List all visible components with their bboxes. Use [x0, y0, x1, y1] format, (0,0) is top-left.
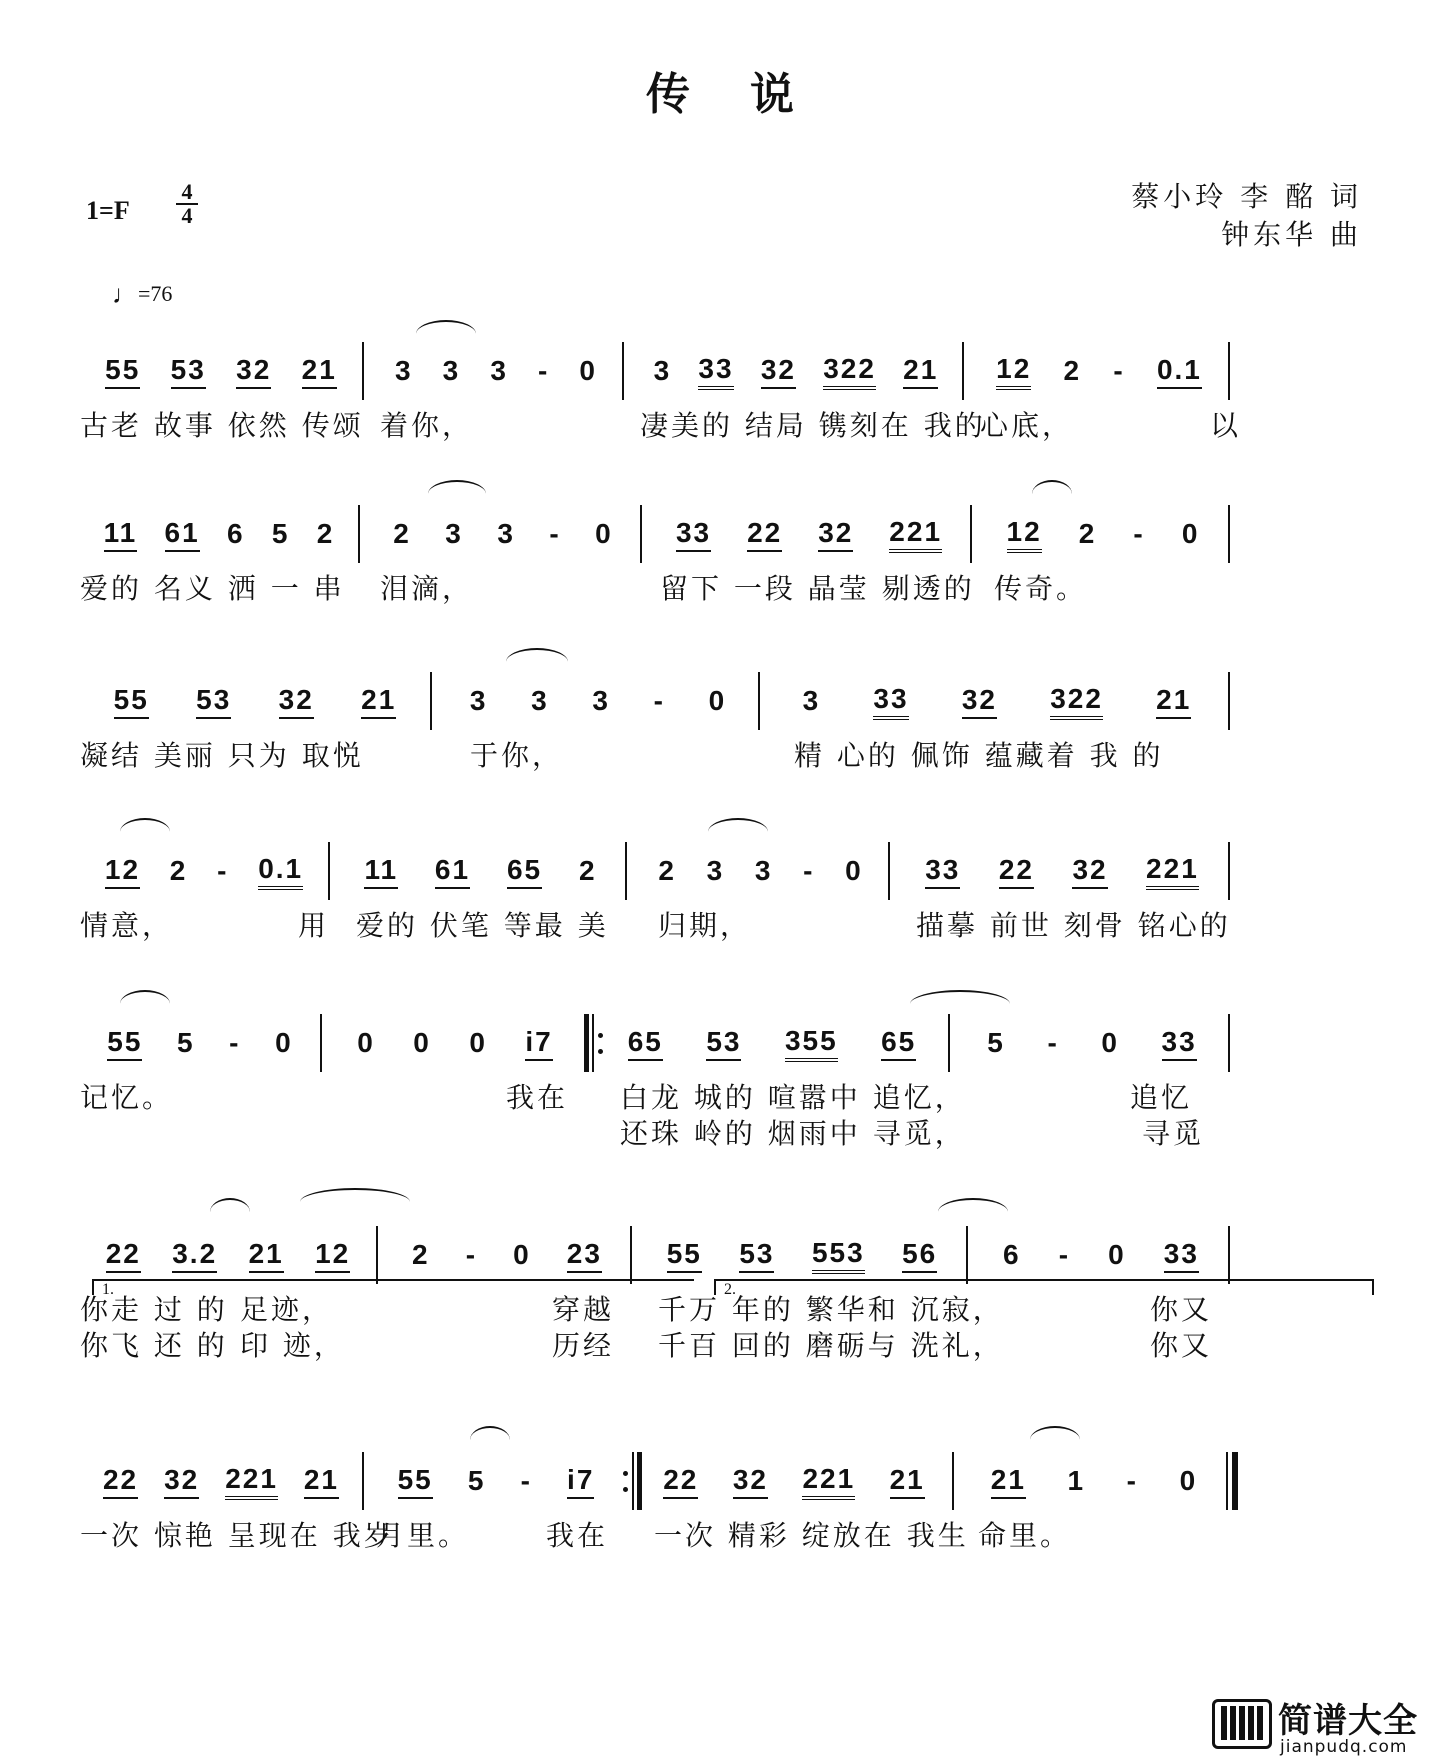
note-group: 0	[708, 685, 727, 716]
barline	[376, 1226, 378, 1284]
lyric-segment: 传奇。	[994, 572, 1088, 605]
page-title: 传说	[646, 69, 854, 120]
measure	[636, 1452, 952, 1510]
notation-line	[80, 342, 1380, 402]
slur-arc	[506, 648, 568, 662]
lyric-segment: 你走 过 的	[80, 1293, 228, 1326]
measure	[80, 1452, 362, 1510]
barline	[362, 1452, 364, 1510]
slur-arc	[120, 818, 170, 832]
notation-line	[80, 1226, 1380, 1286]
logo-url: jianpudq.com	[1280, 1737, 1408, 1757]
note-group: 2	[316, 518, 335, 549]
notation-line	[80, 505, 1380, 565]
lyric-segment: 穿越	[552, 1293, 615, 1326]
barline	[1228, 1014, 1230, 1072]
measure	[630, 342, 962, 400]
meter-top: 4	[181, 179, 193, 204]
piano-icon	[1212, 1699, 1272, 1749]
note-group: 33	[873, 683, 908, 720]
note-group: -	[653, 685, 665, 716]
lyric-segment: 记忆。	[80, 1081, 174, 1114]
note-group: 21	[1156, 684, 1191, 719]
note-group: 21	[302, 354, 337, 389]
note-group: 55	[105, 354, 140, 389]
lyrics-line	[80, 567, 1380, 605]
note-group: 0	[1181, 518, 1200, 549]
lyric-segment: 你又	[1150, 1329, 1213, 1362]
note-group: 55	[114, 684, 149, 719]
note-group: 5	[271, 518, 290, 549]
note-group: 2	[578, 855, 597, 886]
measure	[638, 1226, 966, 1284]
note-group: 5	[177, 1027, 195, 1058]
note-group: 21	[361, 684, 396, 719]
lyrics-line-verse-2	[80, 1112, 1380, 1150]
note-group: 53	[739, 1238, 774, 1273]
barline	[625, 842, 627, 900]
note-group: i7	[525, 1026, 552, 1061]
note-group: 2	[658, 855, 676, 886]
note-group: 12	[315, 1238, 350, 1273]
barline	[1228, 342, 1230, 400]
note-group: 0.1	[258, 853, 303, 890]
slur-arc	[938, 1198, 1008, 1212]
logo-text: 简谱大全	[1278, 1701, 1418, 1741]
note-group: 3	[445, 518, 463, 549]
lyric-segment: 爱的 伏笔 等最 美	[356, 909, 609, 942]
notation-line	[80, 672, 1380, 732]
note-group: 53	[196, 684, 231, 719]
note-group: 355	[785, 1025, 838, 1062]
lyricist-credit: 蔡小玲 李 酩 词	[1131, 180, 1362, 213]
lyrics-line	[80, 904, 1380, 942]
slur-arc	[210, 1198, 250, 1212]
note-group: -	[549, 518, 561, 549]
lyric-segment: 凄美的 结局 镌刻在 我的	[640, 409, 986, 442]
note-group: 11	[364, 854, 398, 889]
measure	[766, 672, 1228, 730]
lyric-segment: 情意，	[80, 909, 174, 942]
note-group: 0	[469, 1027, 487, 1058]
note-group: 32	[962, 684, 997, 719]
measure	[336, 842, 625, 900]
note-group: 0	[1179, 1465, 1198, 1496]
note-group: 221	[889, 516, 942, 553]
note-group: 61	[435, 854, 470, 889]
note-group: 32	[279, 684, 314, 719]
barline	[948, 1014, 950, 1072]
note-group: 12	[996, 353, 1031, 390]
note-group: 55	[107, 1026, 142, 1061]
note-group: 53	[706, 1026, 741, 1061]
lyric-segment: 你又	[1150, 1293, 1213, 1326]
lyric-segment: 足迹，	[240, 1293, 334, 1326]
lyric-segment: 月里。	[376, 1519, 470, 1552]
note-group: 33	[676, 517, 711, 552]
note-group: 23	[567, 1238, 602, 1273]
measure	[384, 1226, 630, 1284]
lyric-segment: 爱的 名义 洒 一 串	[80, 572, 345, 605]
note-group: 221	[1146, 853, 1199, 890]
note-group: -	[217, 855, 229, 886]
lyric-segment: 历经	[552, 1329, 615, 1362]
note-group: 22	[747, 517, 782, 552]
note-group: 0	[357, 1027, 375, 1058]
note-group: 2	[412, 1239, 430, 1270]
note-group: -	[1058, 1239, 1071, 1270]
lyric-segment: 古老 故事 依然 传颂	[80, 409, 364, 442]
volta-second-ending: 2.	[714, 1279, 1374, 1295]
measure	[960, 1452, 1228, 1510]
note-group: 3	[497, 518, 515, 549]
barline	[358, 505, 360, 563]
lyric-segment: 白龙 城的 喧嚣中 追忆，	[620, 1081, 966, 1114]
note-group: 553	[812, 1237, 865, 1274]
measure	[974, 1226, 1228, 1284]
note-group: -	[803, 855, 815, 886]
note-group: 0	[275, 1027, 293, 1058]
note-group: 3	[469, 685, 488, 716]
lyric-segment: 命里。	[978, 1519, 1072, 1552]
note-group: i7	[567, 1464, 594, 1499]
note-group: 0	[1108, 1239, 1126, 1270]
note-group: 2	[1063, 355, 1082, 386]
lyric-segment: 一次 精彩 绽放在 我生	[654, 1519, 969, 1552]
key-signature: 1=F	[86, 196, 130, 225]
measure	[80, 1014, 320, 1072]
note-group: 3	[653, 355, 672, 386]
lyric-segment: 精 心的 佩饰 蕴藏着 我 的	[794, 739, 1164, 772]
lyric-segment: 凝结 美丽 只为 取悦	[80, 739, 364, 772]
note-group: -	[1126, 1465, 1138, 1496]
notation-line	[80, 842, 1380, 902]
note-group: 65	[507, 854, 542, 889]
note-group: -	[1047, 1027, 1059, 1058]
credits	[1131, 178, 1362, 254]
note-group: 2	[169, 855, 188, 886]
note-group: 3	[754, 855, 773, 886]
lyrics-line	[80, 404, 1380, 442]
barline	[362, 342, 364, 400]
note-group: 32	[761, 354, 796, 389]
note-group: 21	[903, 354, 938, 389]
measure	[596, 1014, 948, 1072]
note-group: 0.1	[1157, 354, 1202, 389]
lyric-segment: 归期，	[658, 909, 752, 942]
barline	[758, 672, 760, 730]
measure	[366, 505, 640, 563]
note-group: 0	[579, 355, 597, 386]
barline	[1228, 672, 1230, 730]
note-group: 33	[1162, 1026, 1197, 1061]
note-group: 2	[1078, 518, 1097, 549]
repeat-end-barline	[626, 1452, 642, 1510]
note-group: 0	[513, 1239, 531, 1270]
note-group: -	[1113, 355, 1125, 386]
note-group: 0	[845, 855, 863, 886]
note-group: 322	[823, 353, 876, 390]
lyric-segment: 寻觅	[1142, 1117, 1205, 1150]
note-group: 22	[103, 1464, 138, 1499]
note-group: 65	[881, 1026, 916, 1061]
slur-arc	[1032, 480, 1072, 494]
note-group: 32	[164, 1464, 199, 1499]
note-group: 22	[106, 1238, 141, 1273]
slur-arc	[416, 320, 476, 334]
note-group: 21	[304, 1464, 339, 1499]
lyric-segment: 千万 年的 繁华和 沉寂，	[658, 1293, 1004, 1326]
note-group: 0	[595, 518, 613, 549]
note-group: 3	[706, 855, 725, 886]
note-group: 21	[991, 1464, 1026, 1499]
measure	[80, 1226, 376, 1284]
lyric-segment: 你飞 还 的	[80, 1329, 228, 1362]
note-group: 12	[105, 854, 140, 889]
lyric-segment: 描摹 前世 刻骨 铭心的	[916, 909, 1231, 942]
measure	[896, 842, 1228, 900]
site-logo[interactable]	[1212, 1693, 1432, 1759]
note-group: -	[1133, 518, 1145, 549]
note-group: 55	[667, 1238, 702, 1273]
note-group: 53	[171, 354, 206, 389]
barline	[966, 1226, 968, 1284]
barline	[888, 842, 890, 900]
note-group: 3	[531, 685, 549, 716]
composer-credit: 钟东华 曲	[1221, 218, 1362, 251]
note-group: 32	[818, 517, 853, 552]
lyric-segment: 着你，	[380, 409, 474, 442]
slur-arc	[300, 1188, 410, 1202]
slur-arc	[120, 990, 170, 1004]
volta-first-ending: 1.	[92, 1279, 694, 1295]
note-group: 3	[592, 685, 610, 716]
note-group: 21	[249, 1238, 284, 1273]
note-group: 32	[1072, 854, 1107, 889]
slur-arc	[708, 818, 768, 832]
note-group: 5	[987, 1027, 1005, 1058]
barline	[952, 1452, 954, 1510]
note-group: 32	[733, 1464, 768, 1499]
note-group: 55	[398, 1464, 433, 1499]
lyric-segment: 印 迹，	[240, 1329, 345, 1362]
lyric-segment: 泪滴，	[380, 572, 474, 605]
note-group: 1	[1067, 1465, 1086, 1496]
measure	[80, 505, 358, 563]
barline	[1228, 1226, 1230, 1284]
barline	[640, 505, 642, 563]
measure	[956, 1014, 1228, 1072]
lyric-segment: 我在	[506, 1081, 569, 1114]
slur-arc	[1030, 1426, 1080, 1440]
measure	[633, 842, 888, 900]
measure	[978, 505, 1228, 563]
lyric-segment: 还珠 岭的 烟雨中 寻觅，	[620, 1117, 966, 1150]
note-group: 6	[1003, 1239, 1021, 1270]
tempo-marking	[112, 280, 172, 310]
note-group: 0	[413, 1027, 431, 1058]
barline	[320, 1014, 322, 1072]
time-signature	[176, 179, 198, 228]
note-group: 61	[165, 517, 200, 552]
measure	[970, 342, 1228, 400]
note-group: 32	[236, 354, 271, 389]
note-group: 3	[802, 685, 821, 716]
lyric-segment: 以	[1210, 409, 1242, 442]
slur-arc	[470, 1426, 510, 1440]
lyric-segment: 千百 回的 磨砺与 洗礼，	[658, 1329, 1004, 1362]
note-group: 33	[925, 854, 960, 889]
note-group: 3	[395, 355, 413, 386]
note-group: 3	[490, 355, 508, 386]
barline	[970, 505, 972, 563]
note-group: 2	[393, 518, 411, 549]
note-group: 5	[467, 1465, 486, 1496]
note-group: 56	[902, 1238, 937, 1273]
note-group: 0	[1101, 1027, 1119, 1058]
note-group: 21	[890, 1464, 925, 1499]
note-group: 3	[442, 355, 461, 386]
note-group: 6	[227, 518, 245, 549]
note-group: 221	[225, 1463, 278, 1500]
measure	[438, 672, 758, 730]
barline	[328, 842, 330, 900]
note-group: 33	[1164, 1238, 1199, 1273]
lyric-segment: 追忆	[1130, 1081, 1193, 1114]
lyric-segment: 留下 一段 晶莹 剔透的	[660, 572, 975, 605]
measure	[370, 1452, 622, 1510]
note-group: 322	[1050, 683, 1103, 720]
meter-bottom: 4	[181, 203, 193, 228]
note-group: 33	[698, 353, 733, 390]
final-barline	[1226, 1452, 1238, 1510]
note-group: 22	[999, 854, 1034, 889]
barline	[630, 1226, 632, 1284]
barline	[1228, 505, 1230, 563]
lyric-segment: 于你，	[470, 739, 564, 772]
note-group: 12	[1007, 516, 1042, 553]
quarter-note-icon: ♩	[112, 280, 138, 309]
lyric-segment: 心底，	[980, 409, 1074, 442]
note-group: 22	[663, 1464, 698, 1499]
measure	[648, 505, 970, 563]
lyric-segment: 用	[298, 909, 330, 942]
note-group: 11	[104, 517, 138, 552]
lyrics-line	[80, 1076, 1380, 1114]
slur-arc	[428, 480, 486, 494]
note-group: 221	[802, 1463, 855, 1500]
measure	[80, 672, 430, 730]
lyric-segment: 我在	[546, 1519, 609, 1552]
note-group: -	[229, 1027, 241, 1058]
measure	[328, 1014, 582, 1072]
barline	[622, 342, 624, 400]
barline	[962, 342, 964, 400]
lyrics-line	[80, 1514, 1380, 1552]
note-group: 3.2	[172, 1238, 217, 1273]
notation-line	[80, 1014, 1380, 1074]
lyric-segment: 一次 惊艳 呈现在 我岁	[80, 1519, 395, 1552]
notation-line	[80, 1452, 1380, 1512]
lyrics-line	[80, 734, 1380, 772]
measure	[80, 342, 362, 400]
repeat-start-barline	[584, 1014, 600, 1072]
measure	[370, 342, 622, 400]
note-group: -	[537, 355, 550, 386]
note-group: -	[465, 1239, 478, 1270]
barline	[1228, 842, 1230, 900]
measure	[80, 842, 328, 900]
tempo-value: =76	[138, 281, 173, 306]
note-group: 65	[628, 1026, 663, 1061]
slur-arc	[910, 990, 1010, 1004]
lyrics-line-verse-2	[80, 1324, 1380, 1362]
barline	[430, 672, 432, 730]
note-group: -	[520, 1465, 532, 1496]
